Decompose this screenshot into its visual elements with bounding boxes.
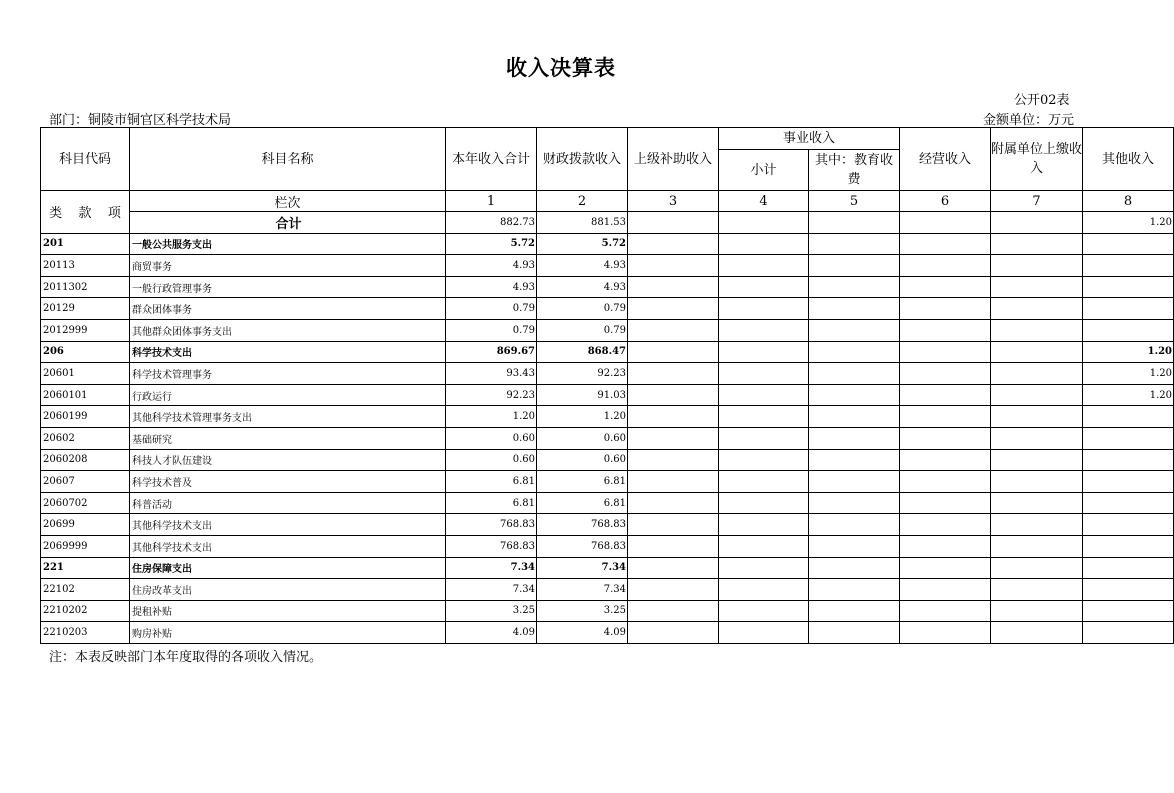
empty-cell [900,255,991,277]
empty-cell [809,406,900,428]
name-cell: 行政运行 [130,384,446,406]
empty-cell [900,319,991,341]
fiscal-cell: 3.25 [537,600,628,622]
empty-cell [628,449,719,471]
empty-cell [628,298,719,320]
other-cell [1083,276,1174,298]
code-cell: 206 [41,341,130,363]
empty-cell [809,600,900,622]
seq-8: 8 [1083,191,1174,212]
header-operating: 经营收入 [900,128,991,191]
header-xiang: 项 [107,206,121,222]
empty-cell [628,514,719,536]
empty-cell [719,233,809,255]
table-row [41,298,1174,320]
header-kuan: 款 [78,206,92,222]
table-row [41,557,1174,579]
name-cell: 其他科学技术管理事务支出 [130,406,446,428]
other-cell [1083,535,1174,557]
empty-cell [719,384,809,406]
other-cell [1083,514,1174,536]
name-cell: 住房保障支出 [130,557,446,579]
total-cell: 0.79 [446,298,537,320]
table-row [41,449,1174,471]
header-total: 本年收入合计 [446,128,537,191]
empty-cell [809,233,900,255]
empty-cell [900,622,991,644]
empty-cell [628,427,719,449]
name-cell: 科学技术普及 [130,471,446,493]
fiscal-cell: 4.93 [537,255,628,277]
code-cell: 2060208 [41,449,130,471]
unit-label: 金额单位：万元 [983,113,1075,128]
code-cell: 2011302 [41,276,130,298]
name-cell: 基础研究 [130,427,446,449]
page-title: 收入决算表 [506,56,616,80]
empty-cell [991,557,1083,579]
empty-cell [719,298,809,320]
fiscal-cell: 768.83 [537,535,628,557]
name-cell: 提租补贴 [130,600,446,622]
table-row [41,319,1174,341]
empty-cell [719,319,809,341]
total-cell: 93.43 [446,363,537,385]
code-cell: 2060199 [41,406,130,428]
empty-cell [991,319,1083,341]
table-row [41,579,1174,601]
empty-cell [809,384,900,406]
seq-7: 7 [991,191,1083,212]
empty-cell [809,557,900,579]
code-cell: 2069999 [41,535,130,557]
code-cell: 22102 [41,579,130,601]
empty-cell [719,600,809,622]
total-cell: 7.34 [446,579,537,601]
empty-cell [628,341,719,363]
empty-cell [809,514,900,536]
header-affiliated: 附属单位上缴收入 [991,128,1083,191]
header-business: 事业收入 [719,128,900,150]
total-cell: 92.23 [446,384,537,406]
name-cell: 住房改革支出 [130,579,446,601]
empty-cell [719,406,809,428]
empty-cell [991,427,1083,449]
empty-cell [628,535,719,557]
empty-cell [809,579,900,601]
total-cell: 0.60 [446,449,537,471]
code-cell: 221 [41,557,130,579]
table-row [41,384,1174,406]
code-cell: 2060101 [41,384,130,406]
other-cell [1083,427,1174,449]
name-cell: 科技人才队伍建设 [130,449,446,471]
empty-cell [719,427,809,449]
empty-cell [991,535,1083,557]
header-superior: 上级补助收入 [628,128,719,191]
other-cell [1083,622,1174,644]
table-row [41,600,1174,622]
empty-cell [991,449,1083,471]
table-row [41,406,1174,428]
empty-cell [809,363,900,385]
total-cell: 3.25 [446,600,537,622]
fiscal-cell: 4.09 [537,622,628,644]
empty-cell [900,600,991,622]
empty-cell [719,212,809,234]
empty-cell [900,406,991,428]
empty-cell [809,319,900,341]
sequence-label: 栏次 [130,191,446,212]
fiscal-cell: 1.20 [537,406,628,428]
table-row [41,276,1174,298]
empty-cell [809,255,900,277]
empty-cell [991,233,1083,255]
other-cell: 1.20 [1083,384,1174,406]
empty-cell [991,622,1083,644]
seq-1: 1 [446,191,537,212]
fiscal-cell: 91.03 [537,384,628,406]
empty-cell [628,363,719,385]
other-cell: 1.20 [1083,341,1174,363]
empty-cell [628,276,719,298]
empty-cell [719,363,809,385]
header-lei: 类 [49,206,63,222]
fiscal-cell: 0.79 [537,319,628,341]
empty-cell [809,212,900,234]
code-cell: 20699 [41,514,130,536]
other-cell: 1.20 [1083,363,1174,385]
total-cell: 4.93 [446,276,537,298]
header-name: 科目名称 [130,128,446,191]
total-cell: 7.34 [446,557,537,579]
total-row [41,212,1174,234]
total-cell: 1.20 [446,406,537,428]
name-cell: 一般行政管理事务 [130,276,446,298]
empty-cell [900,557,991,579]
empty-cell [900,492,991,514]
header-education: 其中：教育收费 [809,150,900,191]
table-row [41,535,1174,557]
empty-cell [991,341,1083,363]
code-cell: 2060702 [41,492,130,514]
code-cell: 20601 [41,363,130,385]
empty-cell [719,449,809,471]
code-cell: 20113 [41,255,130,277]
total-cell: 0.60 [446,427,537,449]
empty-cell [719,579,809,601]
empty-cell [991,298,1083,320]
header-code: 科目代码 [41,128,130,191]
other-cell [1083,255,1174,277]
empty-cell [809,492,900,514]
fiscal-cell: 7.34 [537,579,628,601]
empty-cell [719,514,809,536]
name-cell: 科学技术支出 [130,341,446,363]
empty-cell [991,255,1083,277]
header-fiscal: 财政拨款收入 [537,128,628,191]
other-cell [1083,557,1174,579]
other-cell [1083,233,1174,255]
name-cell: 商贸事务 [130,255,446,277]
empty-cell [719,622,809,644]
other-cell [1083,406,1174,428]
other-cell [1083,579,1174,601]
empty-cell [628,471,719,493]
lei-kuan-xiang [41,191,130,234]
empty-cell [900,298,991,320]
table-row [41,341,1174,363]
empty-cell [719,535,809,557]
code-cell: 20607 [41,471,130,493]
empty-cell [628,557,719,579]
income-table [40,127,1174,644]
empty-cell [900,579,991,601]
empty-cell [809,622,900,644]
name-cell: 科学技术管理事务 [130,363,446,385]
name-cell: 群众团体事务 [130,298,446,320]
table-note: 注：本表反映部门本年度取得的各项收入情况。 [49,650,323,665]
total-cell: 6.81 [446,492,537,514]
empty-cell [900,341,991,363]
empty-cell [991,492,1083,514]
form-number: 公开02表 [1014,93,1070,108]
other-cell [1083,492,1174,514]
fiscal-cell: 881.53 [537,212,628,234]
empty-cell [900,233,991,255]
empty-cell [809,449,900,471]
sequence-row [41,191,1174,212]
header-other: 其他收入 [1083,128,1174,191]
code-cell: 20602 [41,427,130,449]
empty-cell [719,276,809,298]
empty-cell [991,406,1083,428]
total-cell: 869.67 [446,341,537,363]
department-label: 部门：铜陵市铜官区科学技术局 [49,113,232,128]
empty-cell [900,449,991,471]
fiscal-cell: 92.23 [537,363,628,385]
empty-cell [628,579,719,601]
other-cell [1083,471,1174,493]
total-cell: 768.83 [446,514,537,536]
name-cell: 其他科学技术支出 [130,514,446,536]
code-cell: 2012999 [41,319,130,341]
empty-cell [628,406,719,428]
table-row [41,255,1174,277]
fiscal-cell: 6.81 [537,471,628,493]
other-cell [1083,600,1174,622]
table-row [41,233,1174,255]
name-cell: 科普活动 [130,492,446,514]
empty-cell [991,363,1083,385]
empty-cell [991,514,1083,536]
other-cell: 1.20 [1083,212,1174,234]
table-row [41,492,1174,514]
empty-cell [900,514,991,536]
other-cell [1083,449,1174,471]
name-cell: 购房补贴 [130,622,446,644]
code-cell: 20129 [41,298,130,320]
empty-cell [628,255,719,277]
table-row [41,363,1174,385]
table-row [41,427,1174,449]
empty-cell [628,492,719,514]
name-cell: 其他科学技术支出 [130,535,446,557]
empty-cell [809,535,900,557]
empty-cell [900,384,991,406]
total-cell: 768.83 [446,535,537,557]
empty-cell [809,427,900,449]
code-cell: 2210202 [41,600,130,622]
seq-2: 2 [537,191,628,212]
empty-cell [900,276,991,298]
fiscal-cell: 868.47 [537,341,628,363]
empty-cell [900,535,991,557]
total-cell: 4.09 [446,622,537,644]
total-cell: 5.72 [446,233,537,255]
empty-cell [628,319,719,341]
code-cell: 201 [41,233,130,255]
empty-cell [900,427,991,449]
empty-cell [900,363,991,385]
empty-cell [991,600,1083,622]
fiscal-cell: 7.34 [537,557,628,579]
empty-cell [719,557,809,579]
empty-cell [809,298,900,320]
header-subtotal: 小计 [719,150,809,191]
empty-cell [628,384,719,406]
other-cell [1083,319,1174,341]
name-cell: 一般公共服务支出 [130,233,446,255]
name-cell: 其他群众团体事务支出 [130,319,446,341]
code-cell: 2210203 [41,622,130,644]
empty-cell [719,341,809,363]
seq-5: 5 [809,191,900,212]
empty-cell [809,341,900,363]
table-row [41,514,1174,536]
fiscal-cell: 0.60 [537,449,628,471]
empty-cell [628,622,719,644]
empty-cell [991,579,1083,601]
seq-3: 3 [628,191,719,212]
other-cell [1083,298,1174,320]
empty-cell [719,471,809,493]
empty-cell [628,233,719,255]
fiscal-cell: 4.93 [537,276,628,298]
fiscal-cell: 768.83 [537,514,628,536]
seq-6: 6 [900,191,991,212]
total-cell: 882.73 [446,212,537,234]
total-cell: 0.79 [446,319,537,341]
seq-4: 4 [719,191,809,212]
empty-cell [719,492,809,514]
table-row [41,622,1174,644]
fiscal-cell: 5.72 [537,233,628,255]
table-row [41,471,1174,493]
empty-cell [809,276,900,298]
empty-cell [991,471,1083,493]
fiscal-cell: 0.79 [537,298,628,320]
empty-cell [628,212,719,234]
empty-cell [900,212,991,234]
empty-cell [991,212,1083,234]
empty-cell [900,471,991,493]
empty-cell [628,600,719,622]
empty-cell [809,471,900,493]
fiscal-cell: 6.81 [537,492,628,514]
fiscal-cell: 0.60 [537,427,628,449]
name-cell: 合计 [130,212,446,234]
total-cell: 6.81 [446,471,537,493]
empty-cell [719,255,809,277]
empty-cell [991,276,1083,298]
total-cell: 4.93 [446,255,537,277]
empty-cell [991,384,1083,406]
